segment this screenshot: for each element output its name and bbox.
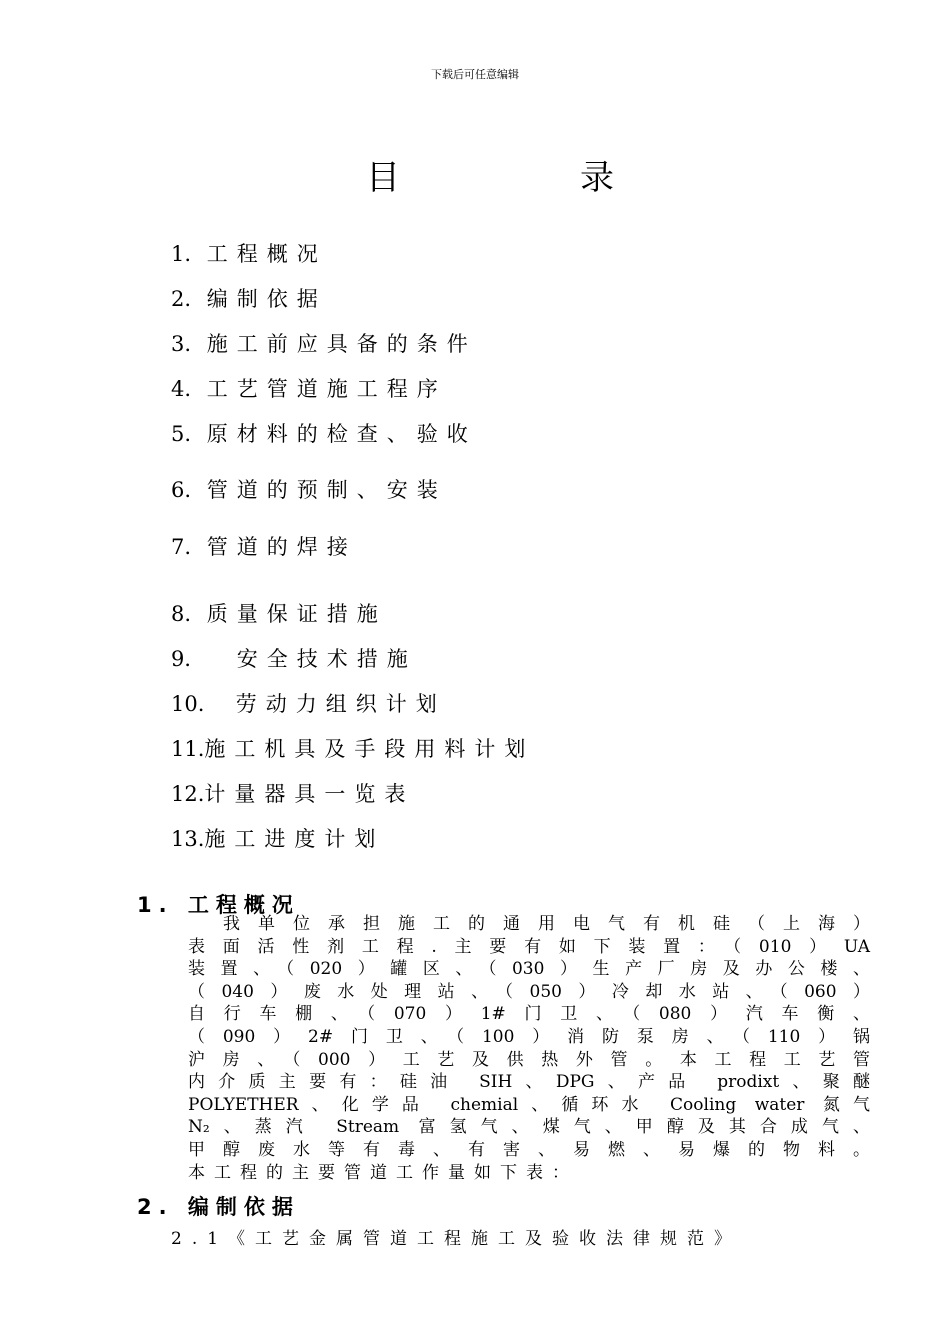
paragraph-line: 自行车棚、（070）1#门卫、（080）汽车衡、: [188, 1004, 870, 1025]
toc-item: 2. 编制依据: [171, 287, 327, 311]
section-paragraph: [188, 913, 870, 1184]
paragraph-line: 装置、（020）罐区、（030）生产厂房及办公楼、: [188, 959, 870, 980]
toc-item: 13.施工进度计划: [171, 827, 385, 851]
paragraph-line: 我单位承担施工的通用电气有机硅（上海）: [223, 914, 870, 934]
paragraph-line: 沪房、（000）工艺及供热外管。本工程工艺管: [188, 1049, 870, 1070]
paragraph-line: 表面活性剂工程.主要有如下装置：（010）UA: [188, 936, 870, 957]
paragraph-line: N₂、蒸汽 Stream 富氢气、煤气、甲醇及其合成气、: [188, 1117, 870, 1138]
toc-item: 7. 管道的焊接: [171, 535, 357, 559]
page-title: [0, 150, 950, 198]
paragraph-line: POLYETHER、化学品 chemial、循环水 Cooling water 氮气: [188, 1094, 870, 1115]
paragraph-line: （040）废水处理站、（050）冷却水站、（060）: [188, 981, 870, 1002]
toc-item: 4. 工艺管道施工程序: [171, 377, 447, 401]
title-char-left: 目: [366, 158, 400, 198]
toc-item: 10. 劳动力组织计划: [171, 692, 446, 716]
section-heading: 1. 工程概况: [137, 893, 300, 917]
paragraph-line: 甲醇废水等有毒、有害、易燃、易爆的物料。: [188, 1139, 870, 1160]
toc-item: 9． 安全技术措施: [171, 647, 417, 671]
toc-item: 8. 质量保证措施: [171, 602, 387, 626]
paragraph-line: （090）2#门卫、（100）消防泵房、（110）锅: [188, 1026, 870, 1047]
title-char-right: 录: [580, 158, 614, 198]
toc-item: 6. 管道的预制、安装: [171, 478, 447, 502]
section-heading: 2. 编制依据: [137, 1195, 300, 1219]
toc-item: 3. 施工前应具备的条件: [171, 332, 477, 356]
toc-item: 1. 工程概况: [171, 242, 327, 266]
page-header-note: 下载后可任意编辑: [431, 68, 519, 81]
subsection-item: 2.1《工艺金属管道工程施工及验收法律规范》: [171, 1229, 742, 1249]
toc-item: 12.计量器具一览表: [171, 782, 415, 806]
paragraph-line: 本工程的主要管道工作量如下表：: [188, 1162, 578, 1183]
toc-item: 11.施工机具及手段用料计划: [171, 737, 535, 761]
paragraph-line: 内介质主要有：硅油 SIH、DPG、产品 prodixt、聚醚: [188, 1072, 870, 1093]
toc-item: 5. 原材料的检查、验收: [171, 422, 477, 446]
